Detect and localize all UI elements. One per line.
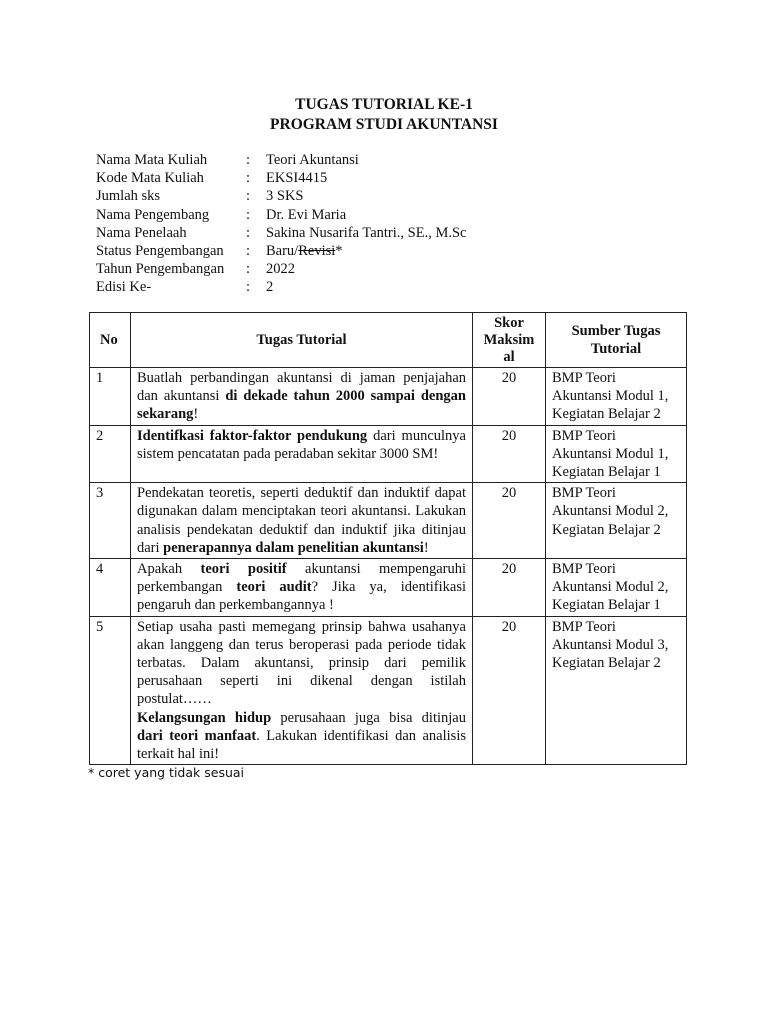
source-line: BMP Teori	[552, 561, 616, 578]
source-line: Kegiatan Belajar 1	[552, 597, 661, 614]
info-value: 3 SKS	[266, 188, 304, 205]
header-source: Sumber Tugas Tutorial	[546, 313, 687, 368]
task-segment: dari munculnya sistem pencatatan pada peradaban sekitar 3000 SM!	[137, 427, 466, 462]
info-label: Tahun Pengembangan	[96, 261, 225, 278]
header-skor	[473, 313, 546, 368]
header-no: No	[90, 313, 131, 368]
task-segment: Setiap usaha pasti memegang prinsip bahwa usahanya akan langgeng dan terus beroperasi pada periode tidak terbatas. Dalam akuntansi, prinsip dari pemilik perusahaan seperti ini dikenal dengan istilah postulat……	[137, 618, 466, 708]
task-source	[546, 425, 687, 483]
info-colon: :	[246, 279, 251, 296]
source-line: BMP Teori	[552, 427, 616, 444]
task-segment: akuntansi mempengaruhi perkembangan	[137, 561, 467, 596]
table-row	[90, 368, 687, 426]
task-segment: !	[193, 406, 199, 423]
source-line: Akuntansi Modul 2,	[552, 579, 669, 596]
table-row	[90, 559, 687, 617]
task-text	[131, 483, 473, 559]
row-number: 1	[90, 368, 131, 426]
row-number: 2	[90, 425, 131, 483]
task-text	[131, 368, 473, 426]
header-skor-line-1: Skor	[494, 314, 524, 331]
info-value: Dr. Evi Maria	[266, 206, 347, 223]
info-value: Teori Akuntansi	[266, 152, 359, 168]
info-colon: :	[246, 170, 251, 187]
info-label: Nama Penelaah	[96, 224, 187, 241]
info-row	[96, 278, 466, 296]
task-text	[131, 616, 473, 765]
title-line-2: PROGRAM STUDI AKUNTANSI	[270, 116, 498, 133]
source-line: Akuntansi Modul 3,	[552, 636, 669, 653]
task-segment: Apakah	[137, 561, 201, 578]
info-row	[96, 151, 466, 169]
max-score: 20	[473, 559, 546, 617]
info-value: EKSI4415	[266, 170, 328, 187]
info-colon: :	[246, 261, 251, 278]
header-task: Tugas Tutorial	[131, 313, 473, 368]
task-source	[546, 368, 687, 426]
source-line: Akuntansi Modul 1,	[552, 445, 669, 462]
task-emphasis: dari teori manfaat	[137, 727, 257, 744]
max-score: 20	[473, 483, 546, 559]
info-colon: :	[246, 188, 251, 205]
info-value: Sakina Nusarifa Tantri., SE., M.Sc	[266, 224, 467, 241]
table-row	[90, 483, 687, 559]
table-row	[90, 425, 687, 483]
source-line: BMP Teori	[552, 370, 616, 386]
task-segment: ? Jika ya, identifikasi pengaruh dan perkembangannya !	[137, 579, 466, 614]
task-segment: !	[423, 539, 429, 556]
task-segment: . Lakukan identifikasi dan analisis terkait hal ini!	[137, 727, 466, 763]
max-score: 20	[473, 425, 546, 483]
task-emphasis: Identifkasi faktor-faktor pendukung	[137, 427, 368, 444]
source-line: Kegiatan Belajar 2	[552, 521, 661, 538]
task-segment: perusahaan juga bisa ditinjau	[271, 709, 466, 726]
tutorial-task-table	[89, 312, 687, 765]
max-score: 20	[473, 368, 546, 426]
row-number: 4	[90, 559, 131, 617]
task-emphasis: penerapannya dalam penelitian akuntansi	[163, 539, 424, 556]
info-label: Nama Pengembang	[96, 206, 210, 223]
status-asterisk: *	[335, 242, 343, 259]
info-colon: :	[246, 152, 251, 168]
header-skor-line-2: Maksim	[483, 331, 535, 348]
task-emphasis: di dekade tahun 2000 sampai dengan sekarang	[137, 388, 466, 423]
info-row	[96, 187, 466, 205]
task-emphasis: Kelangsungan hidup	[137, 709, 272, 726]
course-info-list	[96, 151, 466, 297]
info-row	[96, 260, 466, 278]
row-number: 3	[90, 483, 131, 559]
title-line-1: TUGAS TUTORIAL KE-1	[295, 96, 473, 113]
info-label: Status Pengembangan	[96, 242, 224, 259]
info-row	[96, 206, 466, 224]
task-source	[546, 559, 687, 617]
header-skor-line-3: al	[503, 348, 515, 365]
source-line: Akuntansi Modul 2,	[552, 503, 669, 520]
footnote: * coret yang tidak sesuai	[88, 765, 245, 780]
source-line: BMP Teori	[552, 485, 616, 502]
info-colon: :	[246, 206, 251, 223]
task-emphasis: teori audit	[236, 579, 312, 596]
info-label: Kode Mata Kuliah	[96, 170, 204, 187]
document-title	[0, 95, 768, 135]
row-number: 5	[90, 616, 131, 765]
info-value: 2	[266, 279, 274, 296]
task-text	[131, 559, 473, 617]
source-line: Kegiatan Belajar 1	[552, 464, 661, 481]
info-row	[96, 169, 466, 187]
max-score: 20	[473, 616, 546, 765]
info-colon: :	[246, 242, 251, 259]
table-body	[90, 368, 687, 765]
task-segment: Pendekatan teoretis, seperti deduktif dan induktif dapat digunakan dalam menciptakan teori akuntansi. Lakukan analisis pendekatan deduktif dan induktif jika ditinjau dari	[137, 485, 466, 556]
task-text	[131, 425, 473, 483]
info-colon: :	[246, 224, 251, 241]
info-label: Jumlah sks	[96, 188, 161, 205]
task-segment: Buatlah perbandingan akuntansi di jaman penjajahan dan akuntansi	[137, 370, 466, 405]
source-line: Kegiatan Belajar 2	[552, 655, 661, 672]
status-value	[266, 242, 343, 260]
status-baru: Baru/	[266, 242, 299, 259]
status-revisi-struck: Revisi	[298, 242, 336, 259]
info-row	[96, 242, 466, 260]
info-label: Edisi Ke-	[96, 279, 152, 296]
task-source	[546, 616, 687, 765]
info-label: Nama Mata Kuliah	[96, 152, 208, 168]
info-row	[96, 224, 466, 242]
source-line: Akuntansi Modul 1,	[552, 388, 669, 405]
table-row	[90, 616, 687, 765]
source-line: BMP Teori	[552, 618, 616, 635]
task-source	[546, 483, 687, 559]
table-header-row	[90, 313, 687, 368]
info-value: 2022	[266, 261, 295, 278]
task-emphasis: teori positif	[200, 561, 287, 578]
source-line: Kegiatan Belajar 2	[552, 406, 661, 423]
